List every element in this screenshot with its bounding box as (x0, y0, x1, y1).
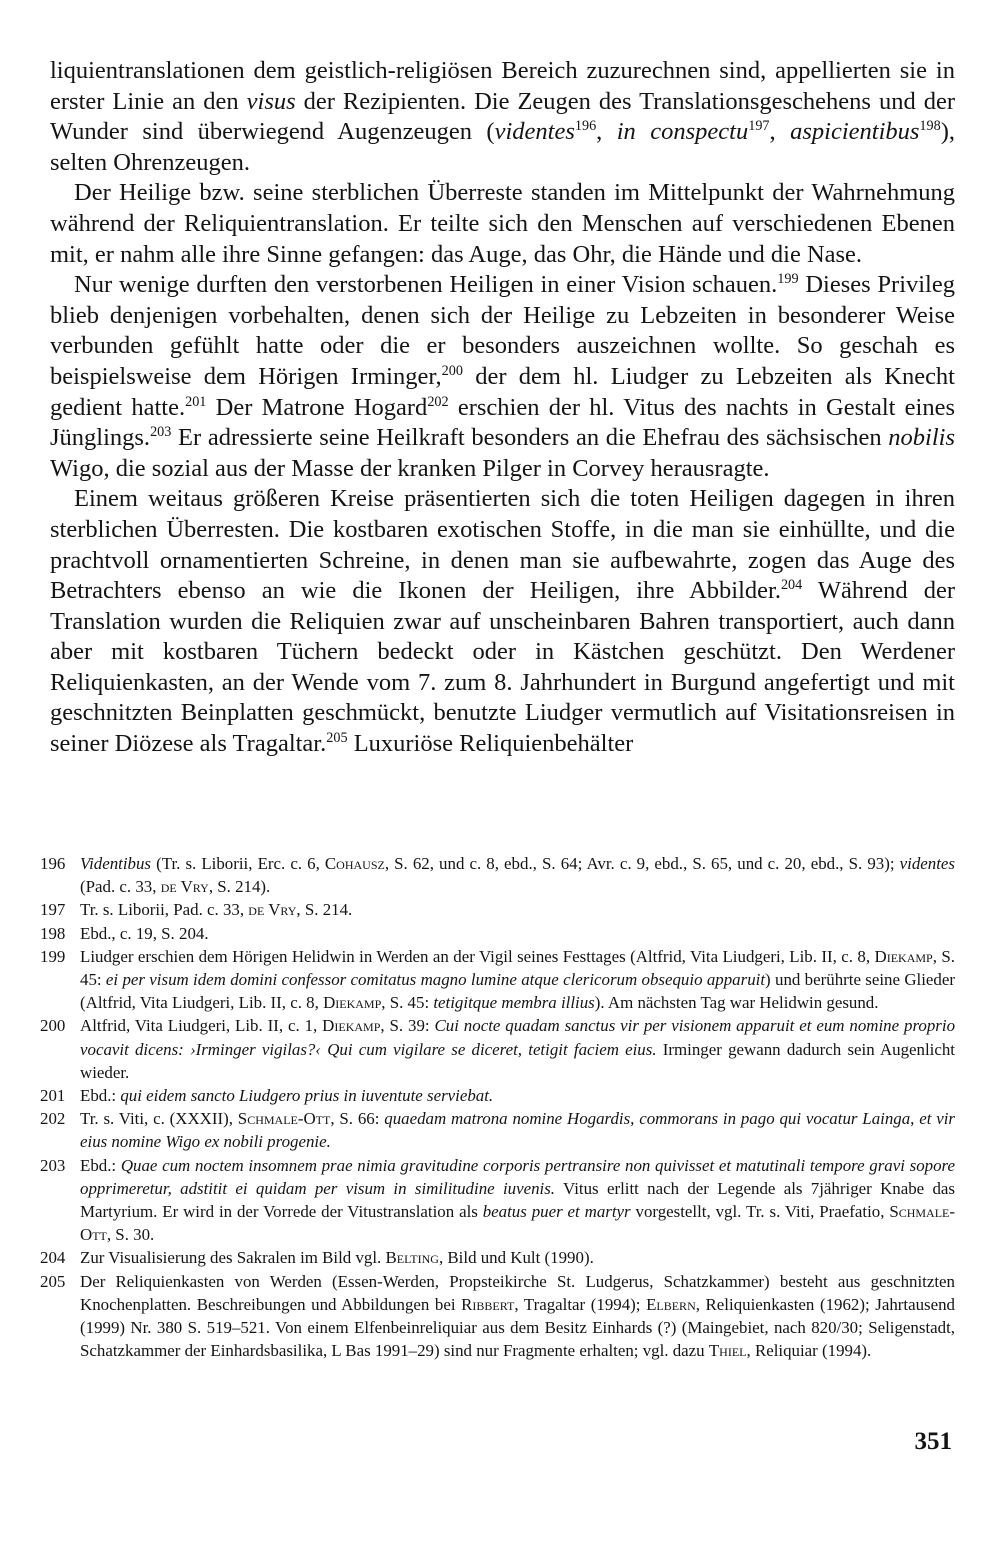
footnote-204 (40, 1246, 955, 1269)
latin-term: nobilis (888, 424, 955, 452)
text-run: ) und berührte seine Glieder (Altfrid, Vita Liudgeri, Lib. II, c. 8, (80, 970, 955, 1013)
author-name: Thiel (708, 1341, 747, 1361)
text-run: , S. 45: (381, 993, 434, 1013)
text-run: Ebd.: (80, 1086, 121, 1106)
footnote-200 (40, 1014, 955, 1084)
text-run: Tr. s. Viti, c. (XXXII), (80, 1109, 238, 1129)
footnote-ref-204[interactable]: 204 (780, 577, 803, 594)
paragraph-1 (50, 56, 955, 178)
footnote-number: 204 (40, 1248, 66, 1268)
footnote-text (80, 922, 955, 945)
footnote-199 (40, 945, 955, 1015)
text-run: Der Matrone Hogard (206, 393, 428, 421)
footnote-205 (40, 1270, 955, 1363)
text-run: Der Reliquienkasten von Werden (Essen-Werden, Propsteikirche St. Ludgerus, Schatzkammer) besteht aus geschnitzten Knochenplatten. Beschreibungen und Abbildungen bei (80, 1271, 955, 1314)
footnote-ref-199[interactable]: 199 (777, 271, 799, 288)
text-run: , S. 66: (330, 1109, 385, 1129)
text-run: Während der Translation wurden die Reliquien zwar auf unscheinbaren Bahren transportiert, auch dann aber mit kostbaren Tüchern bedeckt oder in Kästchen geschützt. Den Werdener Reliquienkasten, an der Wende vom 7. zum 8. Jahrhundert in Burgund angefertigt und mit geschnitzten Beinplatten geschmückt, benutzte Liudger vermutlich auf Visitationsreisen in seiner Diözese als Tragaltar. (50, 577, 956, 758)
footnote-201 (40, 1084, 955, 1107)
paragraph-4 (50, 484, 955, 759)
text-run: , Tragaltar (1994); (514, 1294, 647, 1314)
latin-quote: quaedam matrona nomine Hogardis, commorans in pago qui vocatur Lainga, et vir eius nomine Wigo ex nobili progenie. (80, 1109, 955, 1152)
text-run: Ebd., c. 19, S. 204. (80, 923, 209, 943)
footnote-196 (40, 852, 955, 898)
text-run: erschien der hl. Vitus des nachts in Gestalt eines Jünglings. (50, 393, 956, 452)
footnote-ref-196[interactable]: 196 (574, 118, 597, 135)
text-run: der dem hl. Liudger zu Lebzeiten als Knecht gedient hatte. (50, 362, 955, 421)
footnote-ref-202[interactable]: 202 (427, 393, 449, 410)
footnote-number: 199 (40, 946, 66, 966)
text-run: Wigo, die sozial aus der Masse der kranken Pilger in Corvey herausragte. (50, 454, 770, 482)
author-name: de Vry (160, 877, 209, 897)
page-number: 351 (914, 1428, 952, 1455)
text-run: , (596, 118, 617, 146)
author-name: Schmale-Ott (80, 1202, 955, 1245)
text-run: , (769, 118, 791, 146)
footnote-202 (40, 1107, 955, 1153)
footnote-198 (40, 922, 955, 945)
text-run: , S. 214). (208, 877, 271, 897)
footnote-number: 202 (40, 1109, 66, 1129)
footnote-text (80, 1270, 955, 1363)
text-run: , S. 45: (80, 946, 955, 990)
footnote-text (80, 1014, 955, 1084)
author-name: Belting (385, 1248, 439, 1268)
footnote-197 (40, 898, 955, 921)
latin-quote: Cui nocte quadam sanctus vir per visionem apparuit et eum nomine proprio vocavit dicens: ›Irminger vigilas?‹ Qui cum vigilare se diceret, tetigit faciem eius. (80, 1016, 956, 1059)
latin-quote: Quae cum noctem insomnem prae nimia gravitudine corporis pertransire non quivisset et matutinali tempore gravi sopore opprimeretur, adstitit ei quidam per visum in similitudine iuvenis. (80, 1155, 955, 1198)
footnote-ref-203[interactable]: 203 (150, 424, 172, 441)
text-run: Tr. s. Liborii, Pad. c. 33, (80, 900, 249, 920)
footnote-number: 196 (40, 854, 66, 873)
text-run: Altfrid, Vita Liudgeri, Lib. II, c. 1, (80, 1016, 323, 1036)
paragraph-2: Der Heilige bzw. seine sterblichen Überreste standen im Mittelpunkt der Wahrnehmung während der Reliquientranslation. Er teilte sich den Menschen auf verschiedenen Ebenen mit, er nahm alle ihre Sinne gefangen: das Auge, das Ohr, die Hände und die Nase. (50, 179, 955, 268)
text-run: , S. 214. (296, 900, 353, 920)
text-run: Irminger gewann dadurch sein Augenlicht wieder. (80, 1039, 955, 1082)
footnote-ref-201[interactable]: 201 (185, 393, 207, 410)
latin-term: videntes (899, 854, 955, 873)
latin-quote: qui eidem sancto Liudgero prius in iuventute serviebat. (120, 1086, 494, 1106)
text-run: (Tr. s. Liborii, Erc. c. 6, (151, 854, 325, 873)
latin-quote: tetigitque membra illius (433, 993, 595, 1013)
footnote-text (80, 1107, 955, 1153)
footnote-ref-198[interactable]: 198 (919, 118, 941, 135)
text-run: Nur wenige durften den verstorbenen Heiligen in einer Vision schauen. (74, 271, 778, 299)
text-run: , S. 62, und c. 8, ebd., S. 64; Avr. c. 9, ebd., S. 65, und c. 20, ebd., S. 93); (384, 854, 900, 873)
text-run: (Pad. c. 33, (80, 877, 161, 897)
text-run: Zur Visualisierung des Sakralen im Bild vgl. (80, 1248, 386, 1268)
footnote-number: 201 (40, 1086, 66, 1106)
footnote-text (80, 945, 955, 1015)
footnote-ref-197[interactable]: 197 (748, 118, 770, 135)
latin-term: in conspectu (616, 118, 749, 146)
text-run: Einem weitaus größeren Kreise präsentierten sich die toten Heiligen dagegen in ihren sterblichen Überresten. Die kostbaren exotischen Stoffe, in die man sie einhüllte, und die prachtvoll ornamentierten Schreine, in denen man sie aufbewahrte, zogen das Auge des Betrachters ebenso an wie die Ikonen der Heiligen, ihre Abbilder. (50, 485, 955, 605)
text-run: , Reliquienkasten (1962); Jahrtausend (1999) Nr. 380 S. 519–521. Von einem Elfenbeinreliquiar aus dem Besitz Einhards (?) (Maingebiet, nach 820/30; Seligenstadt, Schatzkammer der Einhardsbasilika, L Bas 1991–29) sind nur Fragmente erhalten; vgl. dazu (80, 1294, 955, 1361)
footnote-number: 200 (40, 1016, 66, 1036)
latin-quote: beatus puer et martyr (482, 1202, 631, 1222)
author-name: Cohausz (324, 854, 385, 873)
text-run: ), selten Ohrenzeugen. (50, 118, 956, 176)
text-run: ). Am nächsten Tag war Helidwin gesund. (594, 993, 879, 1013)
latin-term: videntes (494, 118, 575, 146)
text-run: Dieses Privileg blieb denjenigen vorbehalten, denen sich der Heilige zu Lebzeiten in besonderer Weise verbunden gefühlt hatte oder die er besonders auszeichnen wollte. So geschah es beispielsweise dem Hörigen Irminger, (50, 271, 955, 390)
footnotes (40, 852, 955, 1362)
text-run: der Rezipienten. Die Zeugen des Translationsgeschehens und der Wunder sind überwiegend Augenzeugen ( (50, 87, 956, 146)
text-run: Luxuriöse Reliquienbehälter (347, 730, 634, 758)
main-text (50, 56, 955, 760)
author-name: Diekamp (874, 946, 933, 966)
author-name: Diekamp (322, 1016, 381, 1036)
text-run: , Reliquiar (1994). (746, 1341, 872, 1361)
author-name: de Vry (248, 900, 297, 920)
footnote-number: 205 (40, 1271, 66, 1291)
text-run: , S. 39: (380, 1016, 435, 1036)
footnote-text (80, 898, 955, 921)
author-name: Elbern (646, 1294, 696, 1314)
footnote-number: 197 (40, 900, 66, 920)
latin-term: aspicientibus (790, 118, 920, 146)
text-run: Vitus erlitt nach der Legende als 7jähriger Knabe das Martyrium. Er wird in der Vorrede der Vitustranslation als (80, 1178, 955, 1222)
latin-quote: ei per visum idem domini confessor comitatus magno lumine atque clericorum obsequio apparuit (105, 970, 766, 990)
footnote-ref-200[interactable]: 200 (441, 363, 463, 380)
paragraph-3 (50, 270, 955, 484)
text-run: liquientranslationen dem geistlich-religiösen Bereich zuzurechnen sind, appellierten sie in erster Linie an den (50, 57, 955, 115)
footnote-ref-205[interactable]: 205 (326, 730, 348, 747)
author-name: Diekamp (323, 993, 382, 1013)
latin-term: visus (246, 87, 296, 115)
text-run: , Bild und Kult (1990). (438, 1248, 594, 1268)
text-run: , S. 30. (106, 1225, 155, 1245)
text-run: Er adressierte seine Heilkraft besonders an die Ehefrau des sächsischen (171, 424, 889, 452)
footnote-number: 203 (40, 1155, 66, 1175)
text-run: Ebd.: (80, 1155, 121, 1175)
footnote-text (80, 1084, 955, 1107)
footnote-text (80, 1246, 955, 1269)
text-run: vorgestellt, vgl. Tr. s. Viti, Praefatio, (630, 1202, 890, 1222)
latin-term: Videntibus (80, 854, 151, 873)
footnote-text (80, 852, 955, 898)
footnote-203 (40, 1154, 955, 1247)
text-run: Liudger erschien dem Hörigen Helidwin in Werden an der Vigil seines Festtages (Altfrid, Vita Liudgeri, Lib. II, c. 8, (80, 946, 875, 966)
footnote-text (80, 1154, 955, 1247)
author-name: Schmale-Ott (237, 1109, 331, 1129)
footnote-number: 198 (40, 923, 66, 943)
author-name: Ribbert (461, 1294, 515, 1314)
